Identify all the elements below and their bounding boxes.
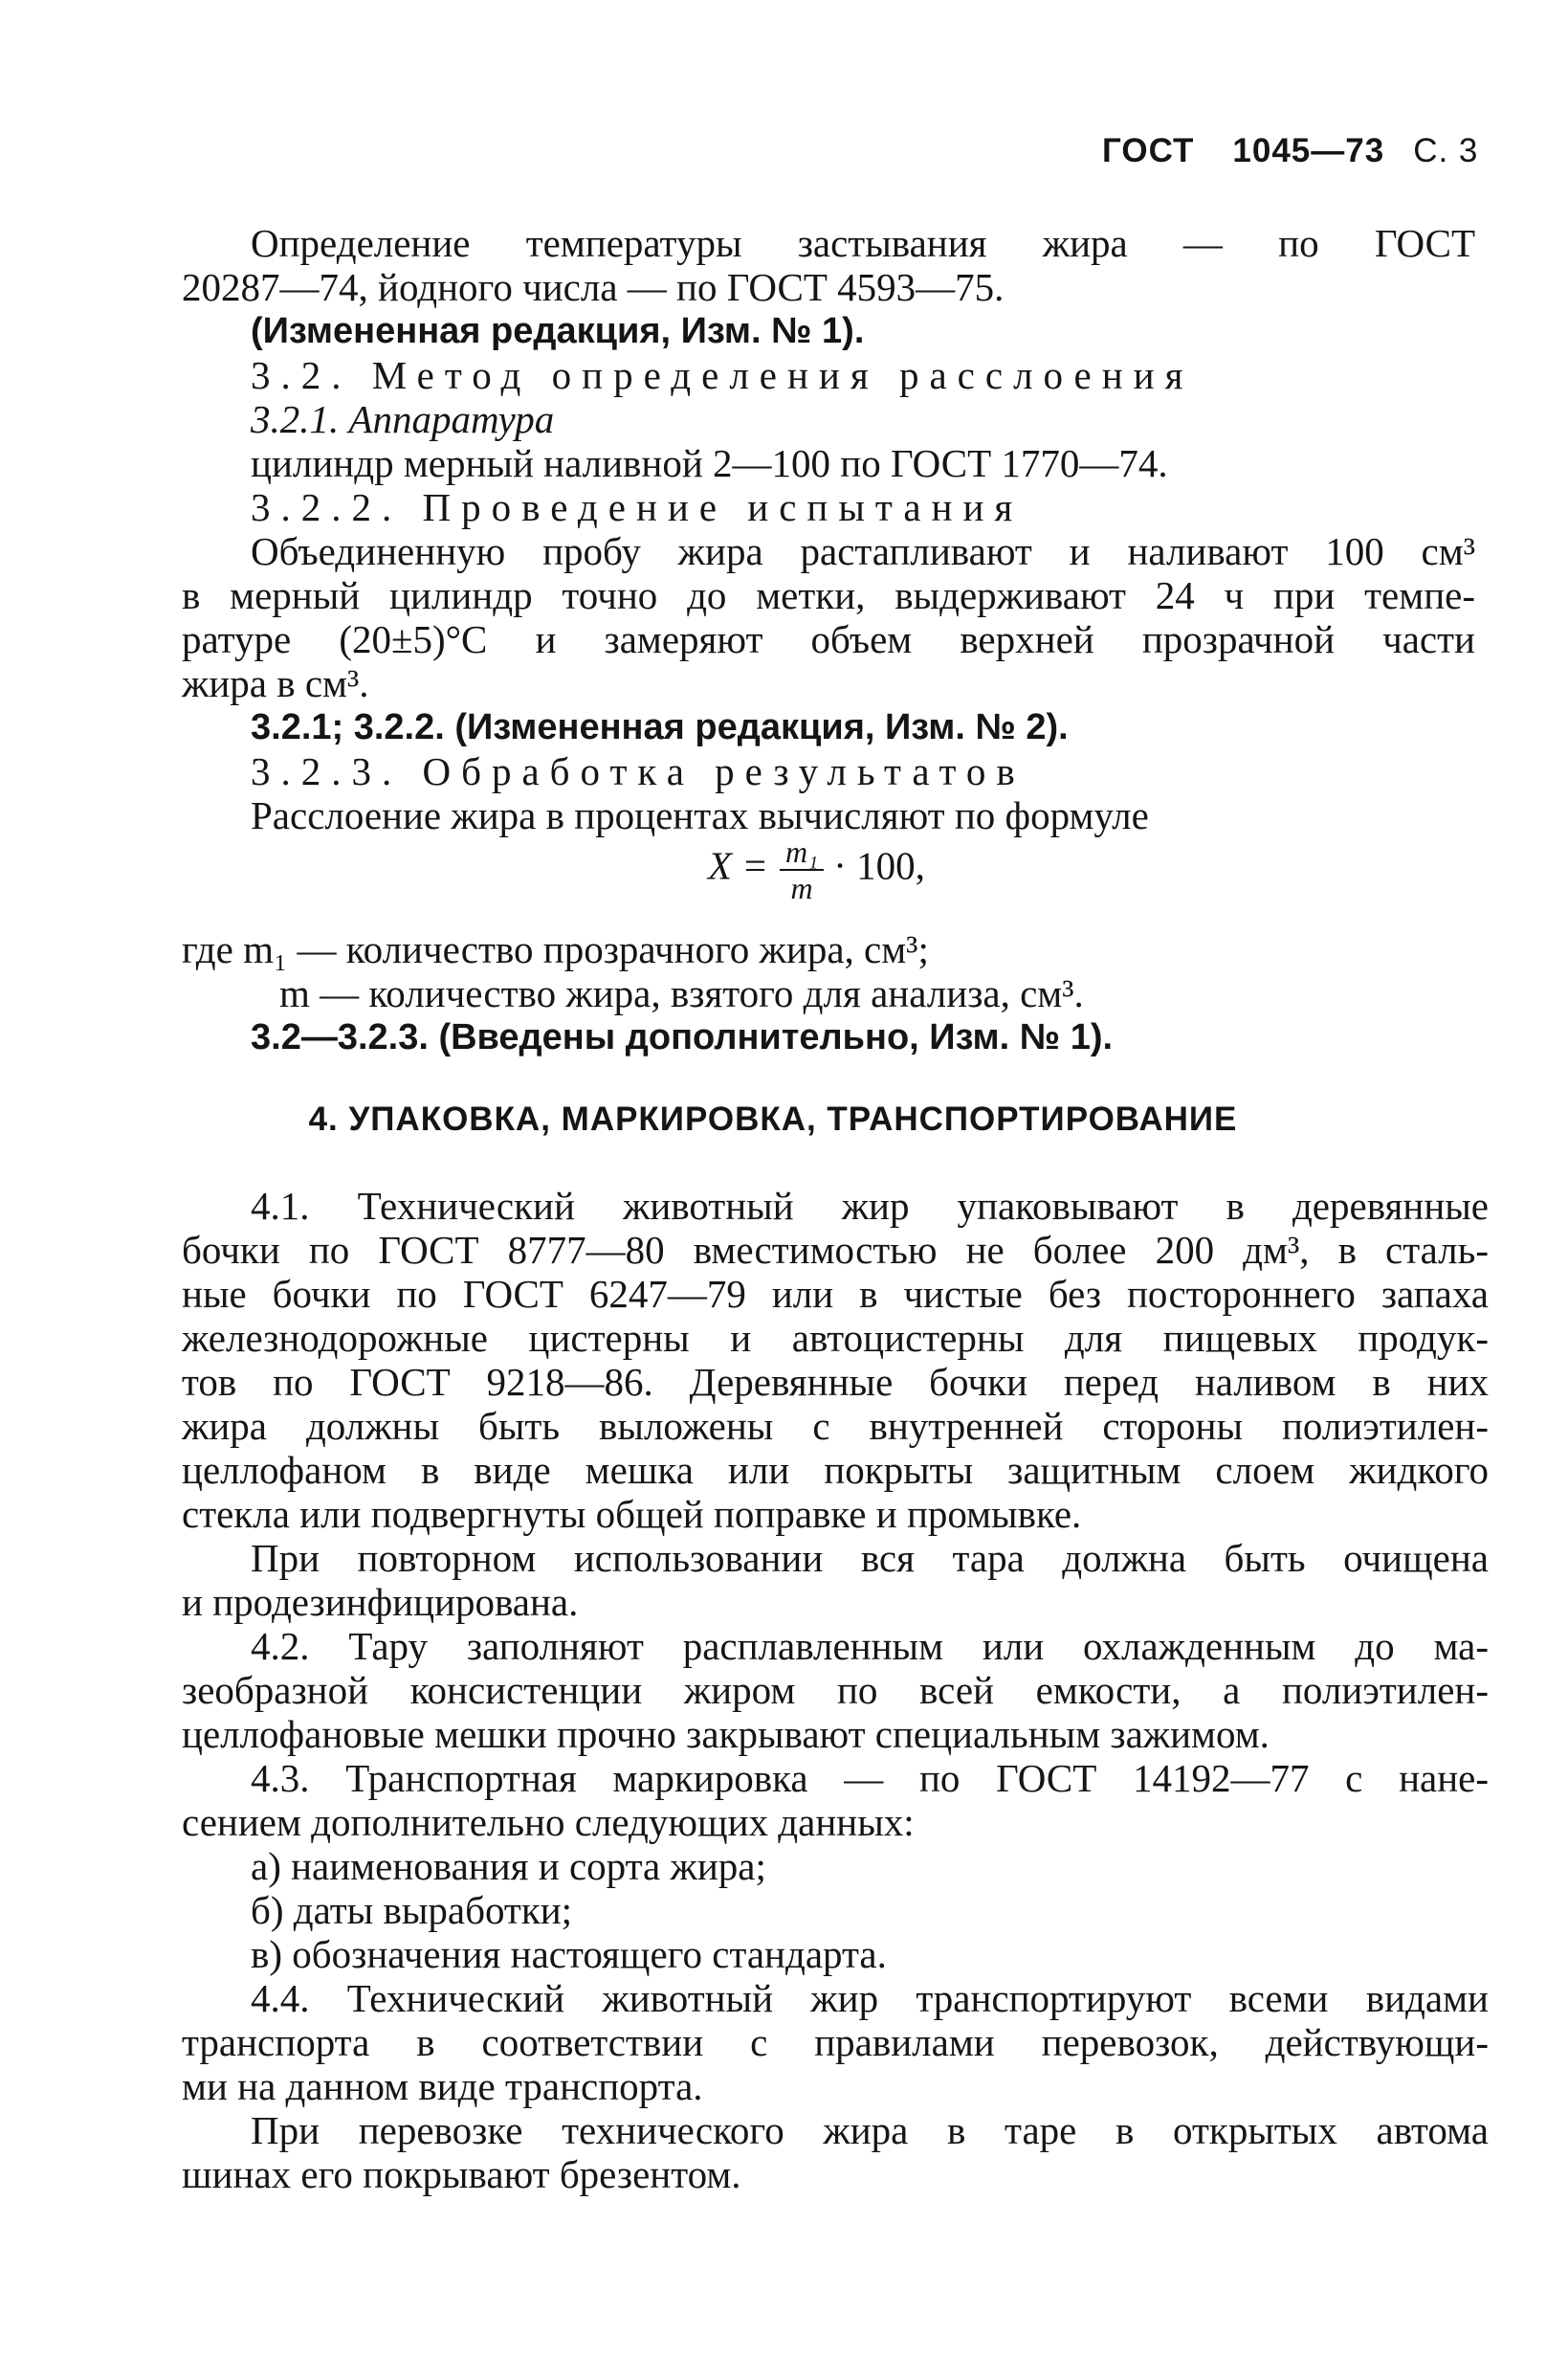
text-line: транспорта в соответствии с правилами перевозок, действующи- [182,2020,1489,2064]
text-line: 4.2. Тару заполняют расплавленным или охлажденным до ма- [251,1624,1489,1668]
text-line: железнодорожные цистерны и автоцистерны для пищевых продук- [182,1316,1489,1360]
text-line: в мерный цилиндр точно до метки, выдерживают 24 ч при темпе- [182,573,1475,617]
formula-fraction [780,834,824,905]
text-line: цилиндр мерный наливной 2—100 по ГОСТ 1770—74. [251,441,1168,485]
text-line: целлофановые мешки прочно закрывают специальным зажимом. [182,1712,1270,1756]
subsection-heading: 3.2.2. Проведение испытания [251,485,1024,529]
text-line: целлофаном в виде мешка или покрыты защитным слоем жидкого [182,1448,1489,1492]
formula-denominator: m [790,871,813,905]
amendment-note: (Измененная редакция, Изм. № 1). [251,311,865,351]
header-number: 1045—73 [1232,132,1385,169]
text-line: При перевозке технического жира в таре в открытых автома [251,2108,1489,2152]
text-line: стекла или подвергнуты общей поправке и промывке. [182,1492,1082,1536]
text-line: сением дополнительно следующих данных: [182,1800,915,1844]
text-line: Объединенную пробу жира растапливают и наливают 100 см³ [251,529,1475,573]
text-line: При повторном использовании вся тара должна быть очищена [251,1536,1489,1580]
text-line: Определение температуры застывания жира — по ГОСТ [251,221,1475,265]
text-line: тов по ГОСТ 9218—86. Деревянные бочки перед наливом в них [182,1360,1489,1404]
formula-lhs: X = [708,843,768,888]
section-heading: 4. УПАКОВКА, МАРКИРОВКА, ТРАНСПОРТИРОВАНИЕ [308,1101,1238,1138]
text-line: 20287—74, йодного числа — по ГОСТ 4593—75. [182,265,1005,309]
formula-numerator: m₁ [780,834,824,871]
text-line: 4.3. Транспортная маркировка — по ГОСТ 14192—77 с нане- [251,1756,1489,1800]
formula-rhs: · 100, [833,843,925,888]
text-line: жира в см³. [182,661,369,705]
text-line: жира должны быть выложены с внутренней стороны полиэтилен- [182,1404,1489,1448]
page-header [1102,132,1494,170]
subsection-heading: 3.2. Метод определения расслоения [251,353,1194,397]
subsection-heading: 3.2.1. Аппаратура [251,397,555,441]
amendment-note: 3.2.1; 3.2.2. (Измененная редакция, Изм. № 2). [251,707,1069,747]
text-line: ми на данном виде транспорта. [182,2064,703,2108]
text-line: бочки по ГОСТ 8777—80 вместимостью не более 200 дм³, в сталь- [182,1228,1489,1272]
header-page: С. 3 [1413,132,1479,169]
text-line: зеобразной консистенции жиром по всей емкости, а полиэтилен- [182,1668,1489,1712]
text-line: 4.4. Технический животный жир транспортируют всеми видами [251,1976,1489,2020]
text-line: ные бочки по ГОСТ 6247—79 или в чистые без постороннего запаха [182,1272,1489,1316]
text-line: шинах его покрывают брезентом. [182,2152,741,2196]
text-line: Расслоение жира в процентах вычисляют по формуле [251,793,1149,837]
text-line: m — количество жира, взятого для анализа, см³. [279,971,1084,1015]
list-item: в) обозначения настоящего стандарта. [251,1932,887,1976]
text-line: 4.1. Технический животный жир упаковывают в деревянные [251,1184,1489,1228]
formula [708,834,925,905]
text-line: ратуре (20±5)°С и замеряют объем верхней прозрачной части [182,617,1475,661]
text-line: и продезинфицирована. [182,1580,579,1624]
subsection-heading: 3.2.3. Обработка результатов [251,749,1026,793]
amendment-note: 3.2—3.2.3. (Введены дополнительно, Изм. № 1). [251,1017,1114,1057]
text-line: где m₁ — количество прозрачного жира, см³; [182,927,929,971]
list-item: б) даты выработки; [251,1888,573,1932]
list-item: а) наименования и сорта жира; [251,1844,766,1888]
header-standard: ГОСТ [1102,132,1195,169]
